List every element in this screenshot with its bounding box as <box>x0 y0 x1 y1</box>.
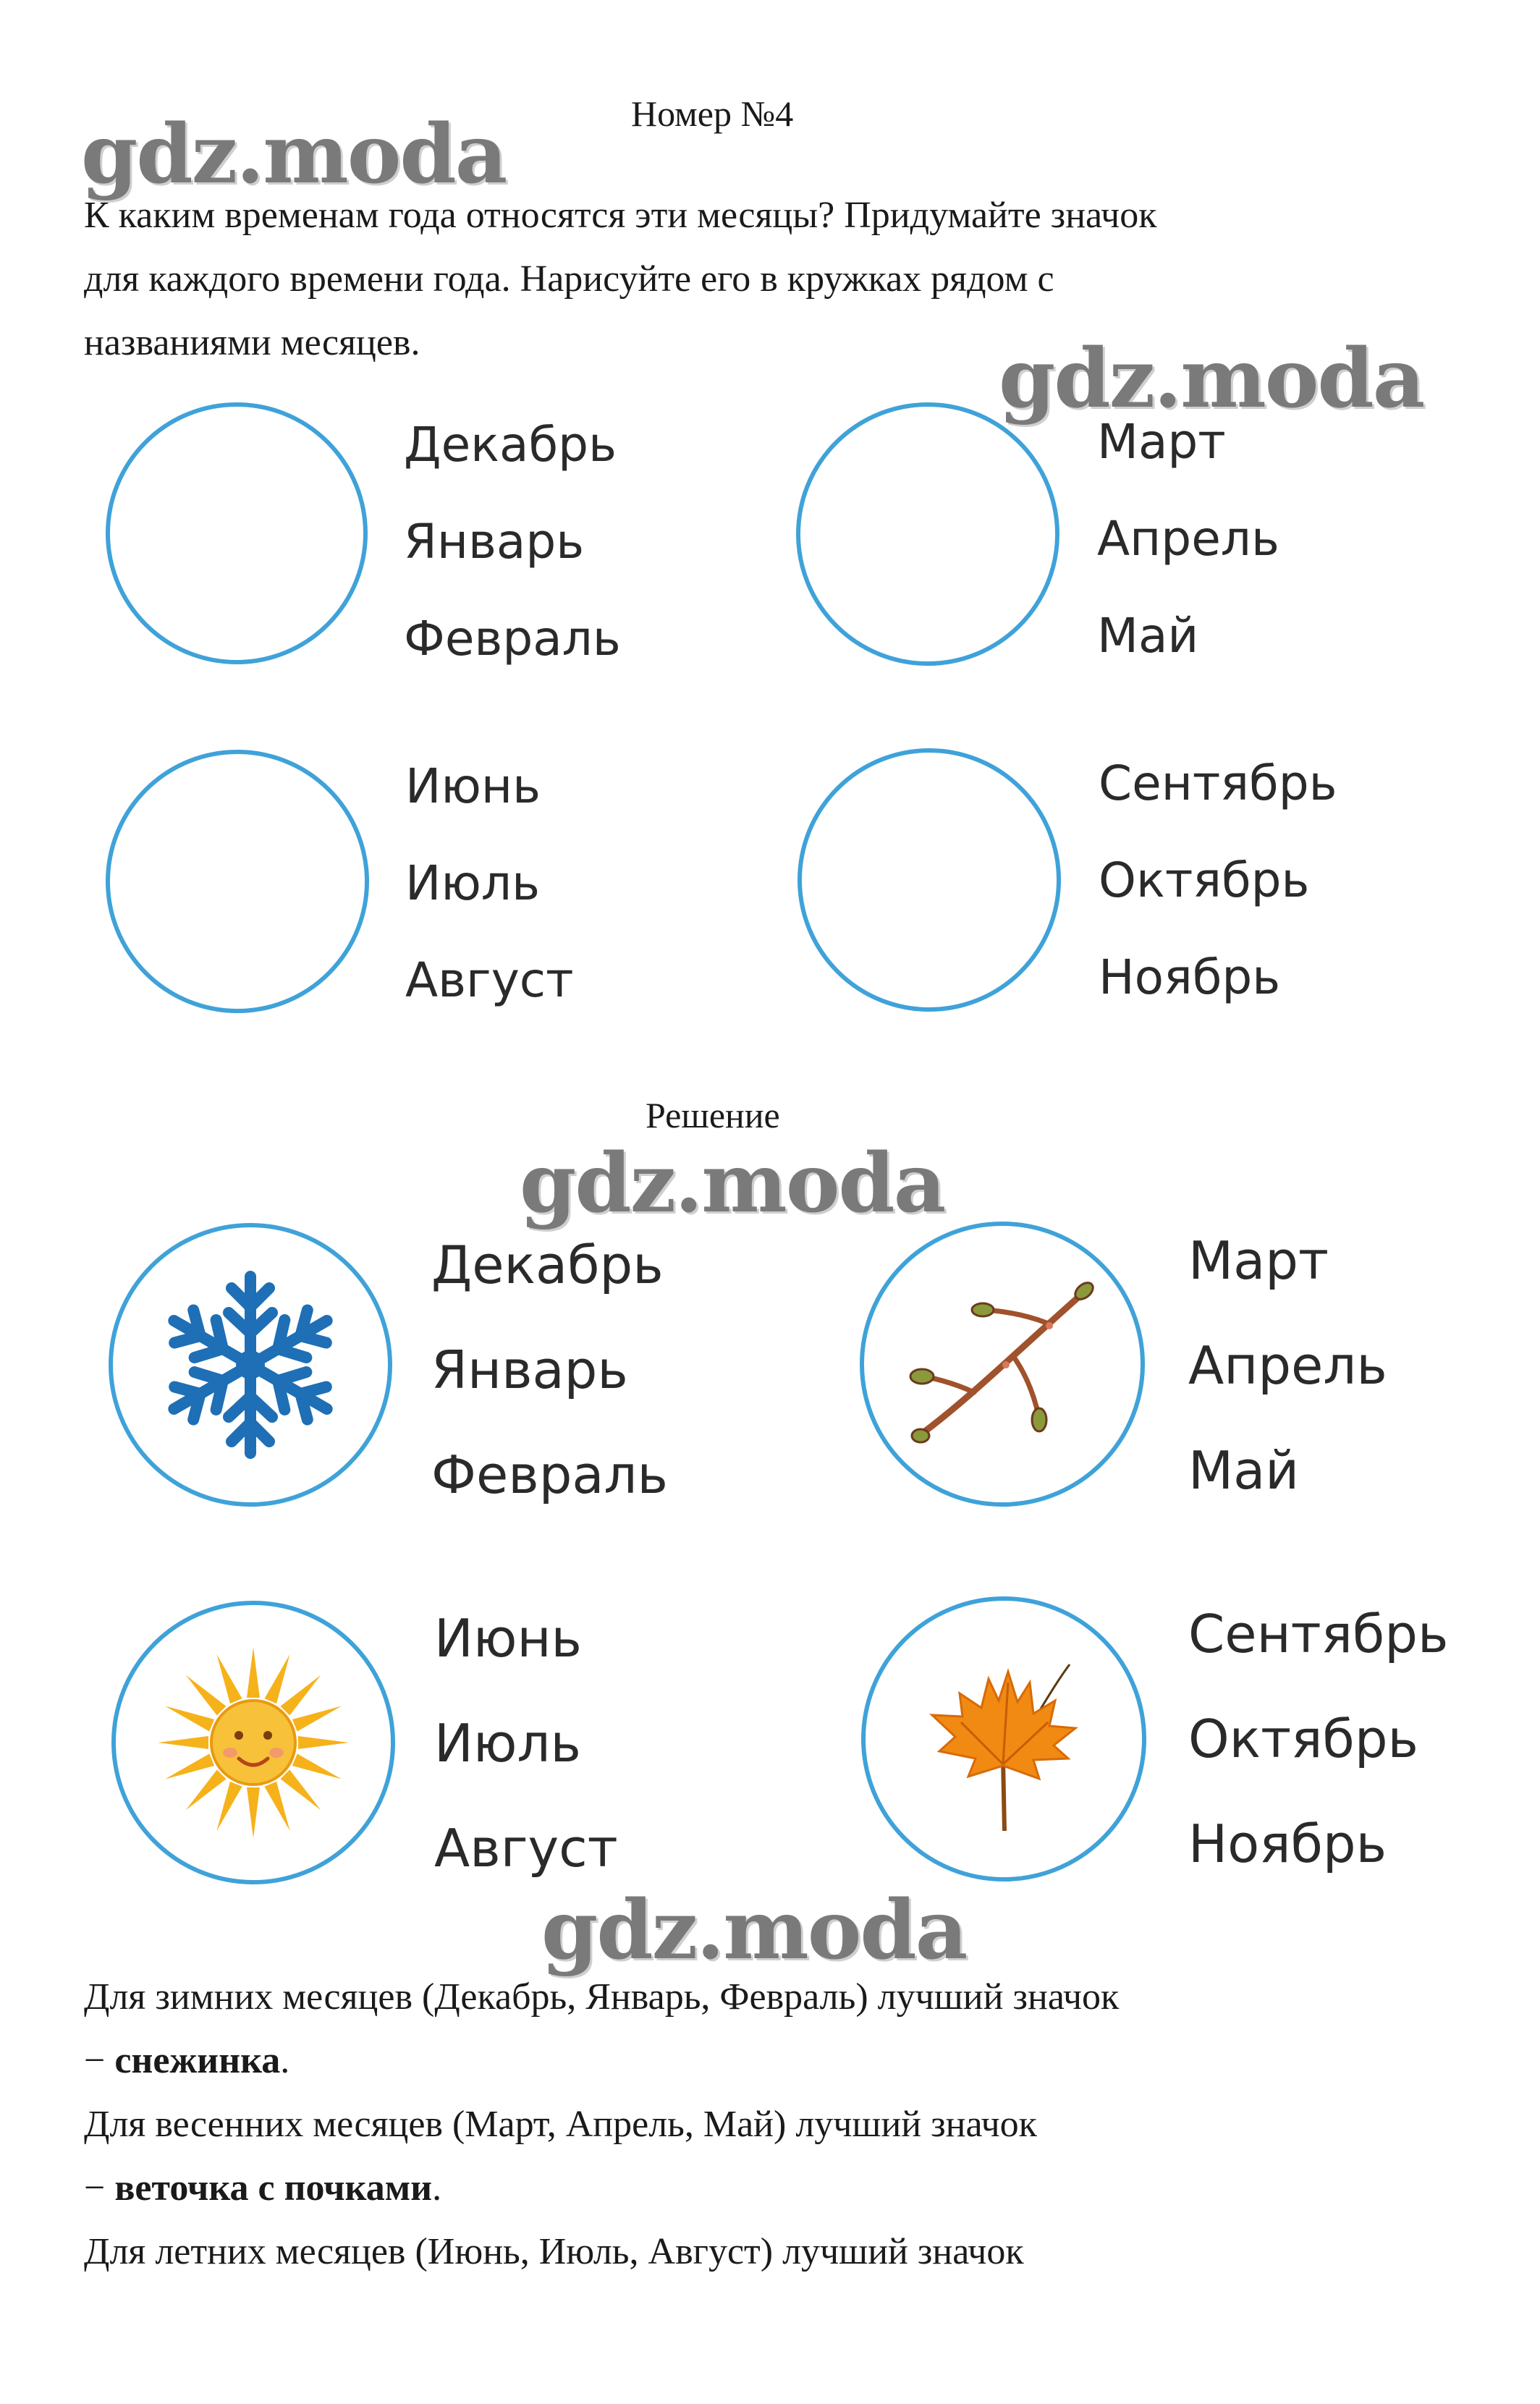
sun-icon <box>152 1641 355 1844</box>
month-label: Июнь <box>405 758 541 814</box>
month-label: Март <box>1188 1230 1329 1291</box>
months-summer <box>405 758 574 1054</box>
empty-circle-summer[interactable] <box>106 750 369 1013</box>
empty-circle-spring[interactable] <box>796 402 1059 666</box>
month-label: Май <box>1188 1440 1300 1501</box>
solution-line <box>84 2157 1119 2220</box>
month-label: Декабрь <box>431 1235 664 1295</box>
months-winter-solution <box>431 1235 668 1554</box>
dash: − <box>84 2167 115 2209</box>
answer-winter: снежинка <box>114 2040 281 2081</box>
solution-line: Для летних месяцев (Июнь, Июль, Август) лучший значок <box>84 2231 1024 2272</box>
empty-circle-winter[interactable] <box>106 402 368 664</box>
month-label: Апрель <box>1188 1335 1387 1396</box>
month-label: Январь <box>431 1339 628 1400</box>
maple-leaf-icon <box>918 1650 1091 1838</box>
month-label: Март <box>1097 414 1226 470</box>
watermark: gdz.moda <box>541 1883 967 1978</box>
month-label: Июнь <box>434 1608 582 1669</box>
month-label: Декабрь <box>404 417 617 473</box>
watermark: gdz.moda <box>999 331 1424 426</box>
months-summer-solution <box>434 1608 618 1927</box>
empty-circle-autumn[interactable] <box>798 748 1061 1012</box>
snowflake-icon <box>156 1271 344 1459</box>
month-label: Октябрь <box>1188 1709 1418 1769</box>
months-spring-solution <box>1188 1230 1387 1549</box>
solution-text <box>84 1965 1119 2284</box>
month-label: Сентябрь <box>1099 756 1337 811</box>
month-label: Январь <box>404 514 585 570</box>
month-label: Август <box>434 1818 618 1879</box>
watermark: gdz.moda <box>81 107 507 202</box>
months-spring <box>1097 414 1279 709</box>
month-label: Февраль <box>404 611 621 666</box>
month-label: Апрель <box>1097 511 1279 567</box>
months-autumn-solution <box>1188 1604 1449 1923</box>
month-label: Ноябрь <box>1188 1813 1387 1874</box>
month-label: Сентябрь <box>1188 1604 1449 1664</box>
task-text <box>84 184 1156 375</box>
period: . <box>280 2040 290 2081</box>
period: . <box>432 2167 442 2209</box>
dash: − <box>84 2040 115 2081</box>
watermark: gdz.moda <box>520 1136 945 1231</box>
month-label: Август <box>405 952 574 1008</box>
solution-heading: Решение <box>646 1095 780 1135</box>
month-label: Май <box>1097 608 1199 664</box>
month-label: Февраль <box>431 1444 668 1505</box>
task-line: названиями месяцев. <box>84 322 420 363</box>
months-winter <box>404 417 621 712</box>
answer-spring: веточка с почками <box>114 2167 433 2209</box>
solution-line: Для весенних месяцев (Март, Апрель, Май) лучший значок <box>84 2104 1037 2145</box>
month-label: Июль <box>434 1713 581 1774</box>
month-label: Июль <box>405 855 541 911</box>
solution-line <box>84 2029 1119 2093</box>
page-title: Номер №4 <box>631 93 794 134</box>
task-line: для каждого времени года. Нарисуйте его в кружках рядом с <box>84 258 1054 300</box>
months-autumn <box>1099 756 1337 1051</box>
solution-line: Для зимних месяцев (Декабрь, Январь, Февраль) лучший значок <box>84 1976 1120 2018</box>
month-label: Октябрь <box>1099 852 1310 908</box>
branch-with-buds-icon <box>905 1275 1100 1449</box>
month-label: Ноябрь <box>1099 949 1281 1005</box>
task-line: К каким временам года относятся эти месяцы? Придумайте значок <box>84 195 1157 236</box>
